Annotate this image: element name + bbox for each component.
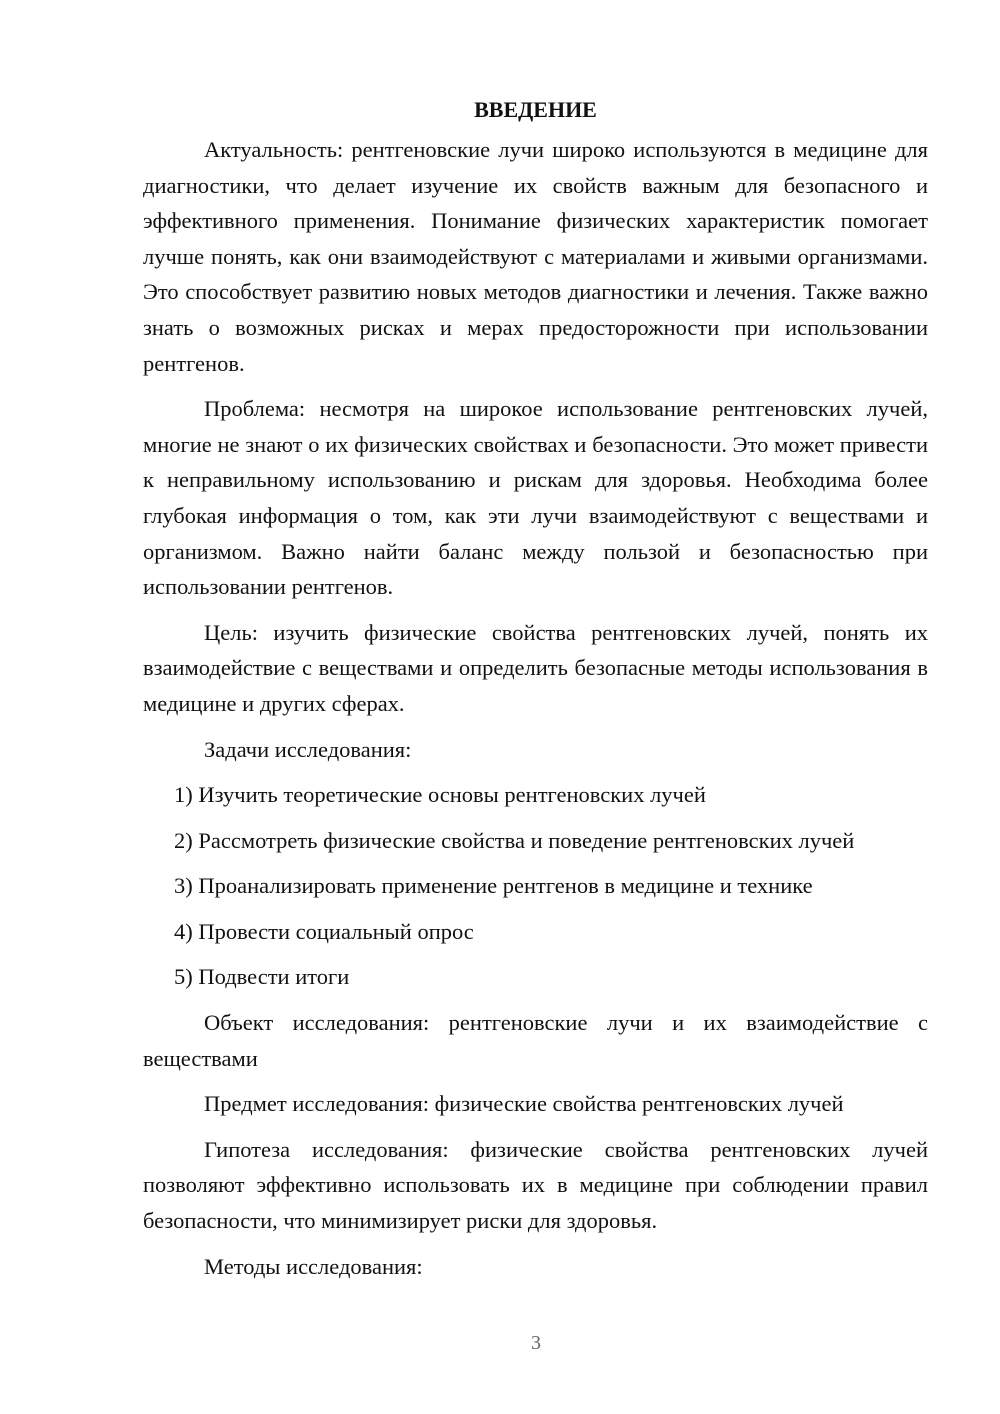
methods-heading: Методы исследования: [204,1253,423,1279]
tasks-heading: Задачи исследования: [204,736,412,762]
page-title: ВВЕДЕНИЕ [474,97,597,122]
task-item: 4) Провести социальный опрос [174,918,474,944]
relevance-paragraph: Актуальность: рентгеновские лучи широко используются в медицине для диагностики, что делает изучение их свойств важным для безопасного и эффективного применения. Понимание физических характеристик помогает лучше понять, как они взаимодействуют с материалами и живыми организмами. Это способствует развитию новых методов диагностики и лечения. Также важно знать о возможных рисках и мерах предосторожности при использовании рентгенов. [143,137,928,376]
page-number: 3 [531,1332,541,1354]
subject-paragraph: Предмет исследования: физические свойства рентгеновских лучей [204,1091,844,1117]
task-item: 5) Подвести итоги [174,964,350,990]
problem-paragraph: Проблема: несмотря на широкое использование рентгеновских лучей, многие не знают о их физических свойствах и безопасности. Это может привести к неправильному использованию и рискам для здоровья. Необходима более глубокая информация о том, как эти лучи взаимодействуют с веществами и организмом. Важно найти баланс между пользой и безопасностью при использовании рентгенов. [143,396,928,600]
tasks-list [143,777,928,995]
goal-paragraph: Цель: изучить физические свойства рентгеновских лучей, понять их взаимодействие с веществами и определить безопасные методы использования в медицине и других сферах. [143,619,928,716]
document-body [143,92,928,1294]
hypothesis-paragraph: Гипотеза исследования: физические свойства рентгеновских лучей позволяют эффективно использовать их в медицине при соблюдении правил безопасности, что минимизирует риски для здоровья. [143,1136,928,1234]
task-item: 3) Проанализировать применение рентгенов в медицине и технике [174,873,813,899]
task-item: 2) Рассмотреть физические свойства и поведение рентгеновских лучей [174,827,855,853]
task-item: 1) Изучить теоретические основы рентгеновских лучей [174,782,706,808]
object-paragraph: Объект исследования: рентгеновские лучи и их взаимодействие с веществами [143,1010,928,1071]
